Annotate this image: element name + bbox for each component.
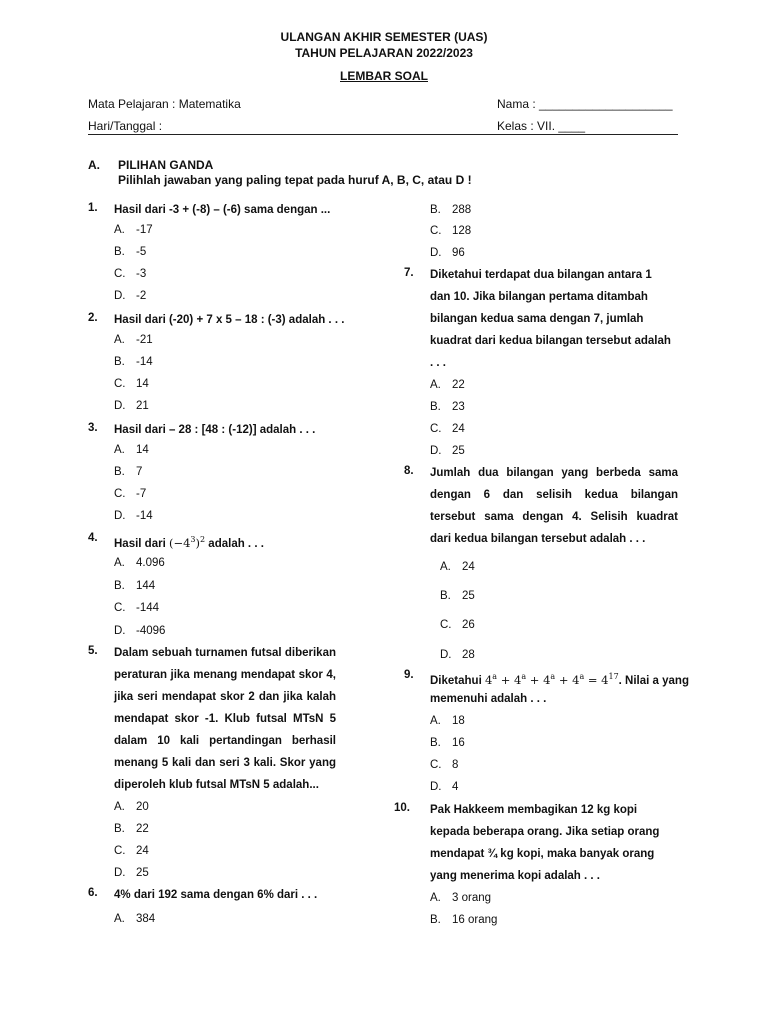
option-b[interactable]: B. 16 orang (430, 914, 498, 926)
math-expression: $4^a + 4^a + 4^a + 4^a = 4^{17}$ (484, 672, 619, 687)
option-d[interactable]: D. 25 (430, 445, 465, 457)
question-text: Hasil dari (-20) + 7 x 5 – 18 : (-3) adalah . . . (114, 314, 345, 326)
option-b[interactable]: B. 16 (430, 737, 465, 749)
option-d[interactable]: D. 21 (114, 400, 149, 412)
question-number: 9. (404, 669, 414, 681)
question-text-line: Jumlah dua bilangan yang berbeda sama (430, 467, 678, 479)
option-c[interactable]: C. -144 (114, 602, 160, 614)
exam-title: ULANGAN AKHIR SEMESTER (UAS) (280, 30, 488, 44)
option-d[interactable]: D. -2 (114, 290, 147, 302)
option-c[interactable]: C. 24 (430, 423, 465, 435)
option-b[interactable]: B. 144 (114, 580, 156, 592)
option-d[interactable]: D. 4 (430, 781, 459, 793)
question-number: 6. (88, 887, 98, 899)
question-text-line: Dalam sebuah turnamen futsal diberikan (114, 647, 336, 659)
option-b[interactable]: B. 25 (440, 590, 475, 602)
option-a[interactable]: A. 384 (114, 913, 156, 925)
option-c[interactable]: C. 26 (440, 619, 475, 631)
question-text-line: peraturan jika menang mendapat skor 4, (114, 669, 336, 681)
question-number: 2. (88, 312, 98, 324)
question-text-line: kuadrat dari kedua bilangan tersebut adalah (430, 335, 671, 347)
question-text: Hasil dari – 28 : [48 : (-12)] adalah . . . (114, 424, 316, 436)
question-text: Hasil dari $(-4^3)^2$ adalah . . . (114, 535, 264, 550)
question-text-line: bilangan kedua sama dengan 7, jumlah (430, 313, 644, 325)
option-d[interactable]: D. -4096 (114, 625, 166, 637)
option-c[interactable]: C. 128 (430, 225, 472, 237)
question-number: 8. (404, 465, 414, 477)
question-text-line: jika seri mendapat skor 2 dan jika kalah (114, 691, 336, 703)
option-b[interactable]: B. 23 (430, 401, 465, 413)
option-a[interactable]: A. -21 (114, 334, 153, 346)
option-a[interactable]: A. -17 (114, 224, 153, 236)
question-text-line: menang 5 kali dan seri 3 kali. Skor yang (114, 757, 336, 769)
question-text-line: kepada beberapa orang. Jika setiap orang (430, 826, 660, 838)
section-instruction: Pilihlah jawaban yang paling tepat pada huruf A, B, C, atau D ! (118, 173, 472, 187)
option-b[interactable]: B. -5 (114, 246, 147, 258)
option-d[interactable]: D. 28 (440, 649, 475, 661)
question-number: 10. (394, 802, 410, 814)
sheet-title: LEMBAR SOAL (340, 69, 428, 83)
section-letter: A. (88, 158, 100, 172)
question-number: 5. (88, 645, 98, 657)
question-text: Hasil dari -3 + (-8) – (-6) sama dengan ... (114, 204, 331, 216)
option-a[interactable]: A. 3 orang (430, 892, 492, 904)
question-text-line: tersebut sama dengan 4. Selisih kuadrat (430, 511, 678, 523)
class-field: Kelas : VII. ____ (497, 119, 586, 133)
option-c[interactable]: C. 8 (430, 759, 459, 771)
subject-field: Mata Pelajaran : Matematika (88, 97, 241, 111)
option-d[interactable]: D. 96 (430, 247, 465, 259)
section-title: PILIHAN GANDA (118, 158, 214, 172)
question-text-line: dalam 10 kali pertandingan berhasil (114, 735, 336, 747)
option-b[interactable]: B. -14 (114, 356, 153, 368)
question-text-line: Diketahui terdapat dua bilangan antara 1 (430, 269, 652, 281)
option-b[interactable]: B. 22 (114, 823, 149, 835)
question-number: 1. (88, 202, 98, 214)
question-text-line: diperoleh klub futsal MTsN 5 adalah... (114, 779, 319, 791)
option-b[interactable]: B. 7 (114, 466, 143, 478)
question-text-line: mendapat ¾ kg kopi, maka banyak orang (430, 848, 655, 860)
option-b[interactable]: B. 288 (430, 204, 472, 216)
date-field: Hari/Tanggal : (88, 119, 163, 133)
question-text-line: dan 10. Jika bilangan pertama ditambah (430, 291, 648, 303)
option-c[interactable]: C. 24 (114, 845, 149, 857)
option-a[interactable]: A. 24 (440, 561, 475, 573)
question-number: 4. (88, 532, 98, 544)
option-a[interactable]: A. 18 (430, 715, 465, 727)
header-divider (88, 134, 678, 135)
question-text: 4% dari 192 sama dengan 6% dari . . . (114, 889, 318, 901)
math-expression: $(-4^3)^2$ (168, 535, 206, 550)
question-text-line: yang menerima kopi adalah . . . (430, 870, 601, 882)
option-d[interactable]: D. -14 (114, 510, 153, 522)
option-a[interactable]: A. 20 (114, 801, 149, 813)
question-text-line: mendapat skor -1. Klub futsal MTsN 5 (114, 713, 336, 725)
question-text-line: Pak Hakkeem membagikan 12 kg kopi (430, 804, 638, 816)
question-text-line: memenuhi adalah . . . (430, 693, 547, 705)
option-c[interactable]: C. 14 (114, 378, 149, 390)
name-field: Nama : ____________________ (497, 97, 673, 111)
question-number: 7. (404, 267, 414, 279)
question-text-line: dengan 6 dan selisih kedua bilangan (430, 489, 678, 501)
option-c[interactable]: C. -7 (114, 488, 147, 500)
question-text-line: . . . (430, 357, 446, 369)
question-text-line: Diketahui $4^a + 4^a + 4^a + 4^a = 4^{17}$. Nilai a yang (430, 672, 689, 687)
option-a[interactable]: A. 22 (430, 379, 465, 391)
school-year: TAHUN PELAJARAN 2022/2023 (295, 46, 473, 60)
option-c[interactable]: C. -3 (114, 268, 147, 280)
question-text-line: dari kedua bilangan tersebut adalah . . . (430, 533, 646, 545)
option-d[interactable]: D. 25 (114, 867, 149, 879)
option-a[interactable]: A. 14 (114, 444, 149, 456)
question-number: 3. (88, 422, 98, 434)
option-a[interactable]: A. 4.096 (114, 557, 165, 569)
